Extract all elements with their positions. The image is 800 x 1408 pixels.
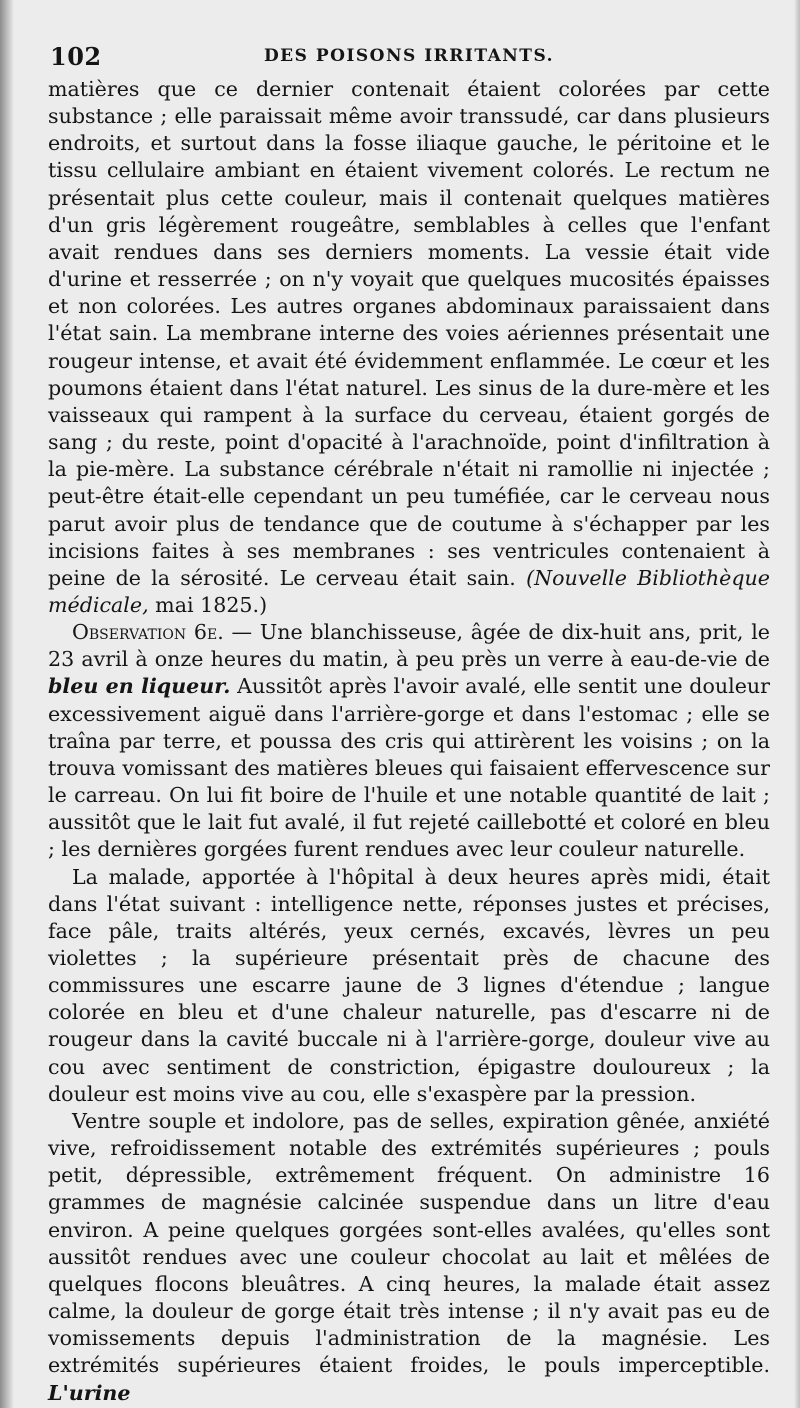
trailing-emphasis: L'urine xyxy=(48,1380,131,1405)
observation-label: Observation 6e. xyxy=(72,620,224,645)
page-number: 102 xyxy=(50,42,102,71)
paragraph-state xyxy=(48,864,770,1108)
paragraph-text: matières que ce dernier contenait étaient colorées par cette substance ; elle paraissait même avoir transsudé, car dans plusieurs endroits, et surtout dans la fosse iliaque gauche, le péritoine et le tissu cellulaire ambiant en étaient vivement colorés. Le rectum ne présentait plus cette couleur, mais il contenait quelques matières d'un gris légèrement rougeâtre, semblables à celles que l'enfant avait rendues dans ses derniers moments. La vessie était vide d'urine et resserrée ; on n'y voyait que quelques mucosités épaisses et non colorées. Les autres organes abdominaux paraissaient dans l'état sain. La membrane interne des voies aériennes présentait une rougeur intense, et avait été évidemment enflammée. Le cœur et les poumons étaient dans l'état naturel. Les sinus de la dure-mère et les vaisseaux qui rampent à la surface du cerveau, étaient gorgés de sang ; du reste, point d'opacité à l'arachnoïde, point d'infiltration à la pie-mère. La substance cérébrale n'était ni ramollie ni injectée ; peut-être était-elle cependant un peu tuméfiée, car le cerveau nous parut avoir plus de tendance que de coutume à s'échapper par les incisions faites à ses membranes : ses ventricules contenaient à peine de la sérosité. Le cerveau était sain. xyxy=(48,77,770,590)
paragraph-observation xyxy=(48,619,770,863)
paragraph-text: Ventre souple et indolore, pas de selles, expiration gênée, anxiété vive, refroidissement notable des extrémités supérieures ; pouls petit, dépressible, extrêmement fréquent. On administre 16 grammes de magnésie calcinée suspendue dans un litre d'eau environ. A peine quelques gorgées sont-elles avalées, qu'elles sont aussitôt rendues avec une couleur chocolat au lait et mêlées de quelques flocons bleuâtres. A cinq heures, la malade était assez calme, la douleur de gorge était très intense ; il n'y avait pas eu de vomissements depuis l'administration de la magnésie. Les extrémités supérieures étaient froides, le pouls imperceptible. xyxy=(48,1108,770,1378)
paragraph-treatment xyxy=(48,1108,770,1407)
citation-title: (Nouvelle Bibliothèque médicale, xyxy=(48,565,770,617)
paragraph-text: La malade, apportée à l'hôpital à deux heures après midi, était dans l'état suivant : intelligence nette, réponses justes et précises, face pâle, traits altérés, yeux cernés, excavés, lèvres un peu violettes ; la supérieure présentait près de chacune des commissures une escarre jaune de 3 lignes d'étendue ; langue colorée en bleu et d'une chaleur naturelle, pas d'escarre ni de rougeur dans la cavité buccale ni à l'arrière-gorge, douleur vive au cou avec sentiment de constriction, épigastre douloureux ; la douleur est moins vive au cou, elle s'exaspère par la pression. xyxy=(48,864,770,1106)
paragraph-continuation xyxy=(48,76,770,619)
emphasis-text: bleu en liqueur. xyxy=(48,674,231,699)
paragraph-text: Aussitôt après l'avoir avalé, elle sentit une douleur excessivement aiguë dans l'arrière-gorge et dans l'estomac ; elle se traîna par terre, et poussa des cris qui attirèrent les voisins ; on la trouva vomissant des matières bleues qui faisaient effervescence sur le carreau. On lui fit boire de l'huile et une notable quantité de lait ; aussitôt que le lait fut avalé, il fut rejeté caillebotté et coloré en bleu ; les dernières gorgées furent rendues avec leur couleur naturelle. xyxy=(48,674,770,862)
running-title: DES POISONS IRRITANTS. xyxy=(263,46,555,66)
page-body xyxy=(48,76,770,1407)
paragraph-text: — Une blanchisseuse, âgée de dix-huit ans, prit, le 23 avril à onze heures du matin, à peu près un verre à eau-de-vie de xyxy=(48,620,770,672)
citation-date: mai 1825.) xyxy=(155,592,268,617)
page-header xyxy=(48,34,770,74)
